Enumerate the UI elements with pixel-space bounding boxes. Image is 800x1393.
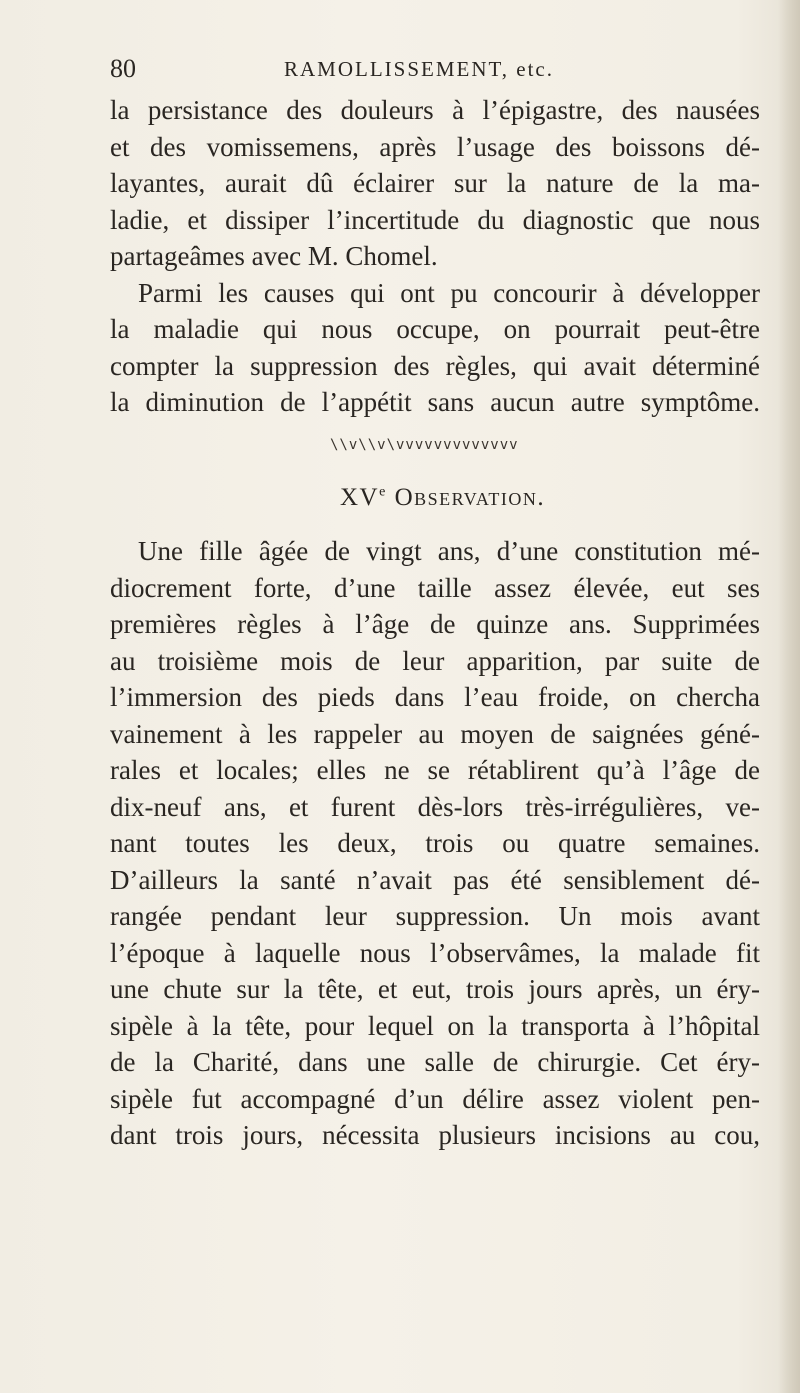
paragraph-3-line: nant toutes les deux, trois ou quatre semaines. — [110, 828, 760, 858]
paragraph-1-line: et des vomissemens, après l’usage des boissons dé- — [110, 131, 760, 162]
paragraph-3-line: vainement à les rappeler au moyen de saignées géné- — [110, 718, 760, 749]
paragraph-2-line: la diminution de l’appétit sans aucun autre symptôme. — [110, 387, 760, 417]
ornamental-divider: \\v\\v\vvvvvvvvvvvvv — [330, 437, 519, 453]
paragraph-1-line: layantes, aurait dû éclairer sur la nature de la ma- — [110, 168, 760, 198]
text-block-top — [110, 92, 760, 421]
section-heading — [340, 484, 545, 512]
paragraph-3-line: sipèle fut accompagné d’un délire assez violent pen- — [110, 1083, 760, 1114]
paragraph-3-line: une chute sur la tête, et eut, trois jours après, un éry- — [110, 974, 760, 1004]
paragraph-3-line: rangée pendant leur suppression. Un mois avant — [110, 901, 760, 931]
paragraph-1-line: partageâmes avec M. Chomel. — [110, 241, 438, 271]
paragraph-3-line: premières règles à l’âge de quinze ans. Supprimées — [110, 609, 760, 639]
paragraph-3-line: l’époque à laquelle nous l’observâmes, la malade fit — [110, 937, 760, 968]
paragraph-3-line: Une fille âgée de vingt ans, d’une constitution mé- — [138, 536, 760, 566]
page-edge-shadow — [778, 0, 800, 1393]
paragraph-3-line: diocrement forte, d’une taille assez élevée, eut ses — [110, 572, 760, 603]
section-number: XV — [340, 484, 380, 511]
page-header — [110, 54, 750, 94]
paragraph-3-line: dant trois jours, nécessita plusieurs incisions au cou, — [110, 1120, 760, 1150]
paragraph-3-line: rales et locales; elles ne se rétablirent qu’à l’âge de — [110, 755, 760, 785]
section-title-text: Observation. — [394, 484, 546, 511]
paragraph-2-line: Parmi les causes qui ont pu concourir à développer — [138, 277, 760, 308]
paragraph-3-line: D’ailleurs la santé n’avait pas été sensiblement dé- — [110, 864, 760, 895]
paragraph-2-line: la maladie qui nous occupe, on pourrait peut-être — [110, 314, 760, 344]
paragraph-1-line: ladie, et dissiper l’incertitude du diagnostic que nous — [110, 204, 760, 235]
paragraph-3-line: de la Charité, dans une salle de chirurgie. Cet éry- — [110, 1047, 760, 1077]
paragraph-3-line: sipèle à la tête, pour lequel on la transporta à l’hôpital — [110, 1010, 760, 1041]
paragraph-3-line: dix-neuf ans, et furent dès-lors très-irrégulières, ve- — [110, 791, 760, 822]
paragraph-3-line: l’immersion des pieds dans l’eau froide, on chercha — [110, 682, 760, 712]
section-number-superscript: e — [379, 484, 387, 500]
paragraph-3-line: au troisième mois de leur apparition, par suite de — [110, 645, 760, 676]
running-title: RAMOLLISSEMENT, etc. — [284, 57, 555, 81]
text-block-observation — [110, 533, 760, 1154]
page-number: 80 — [110, 54, 136, 83]
paragraph-1-line: la persistance des douleurs à l’épigastre, des nausées — [110, 95, 760, 125]
paragraph-2-line: compter la suppression des règles, qui avait déterminé — [110, 350, 760, 381]
